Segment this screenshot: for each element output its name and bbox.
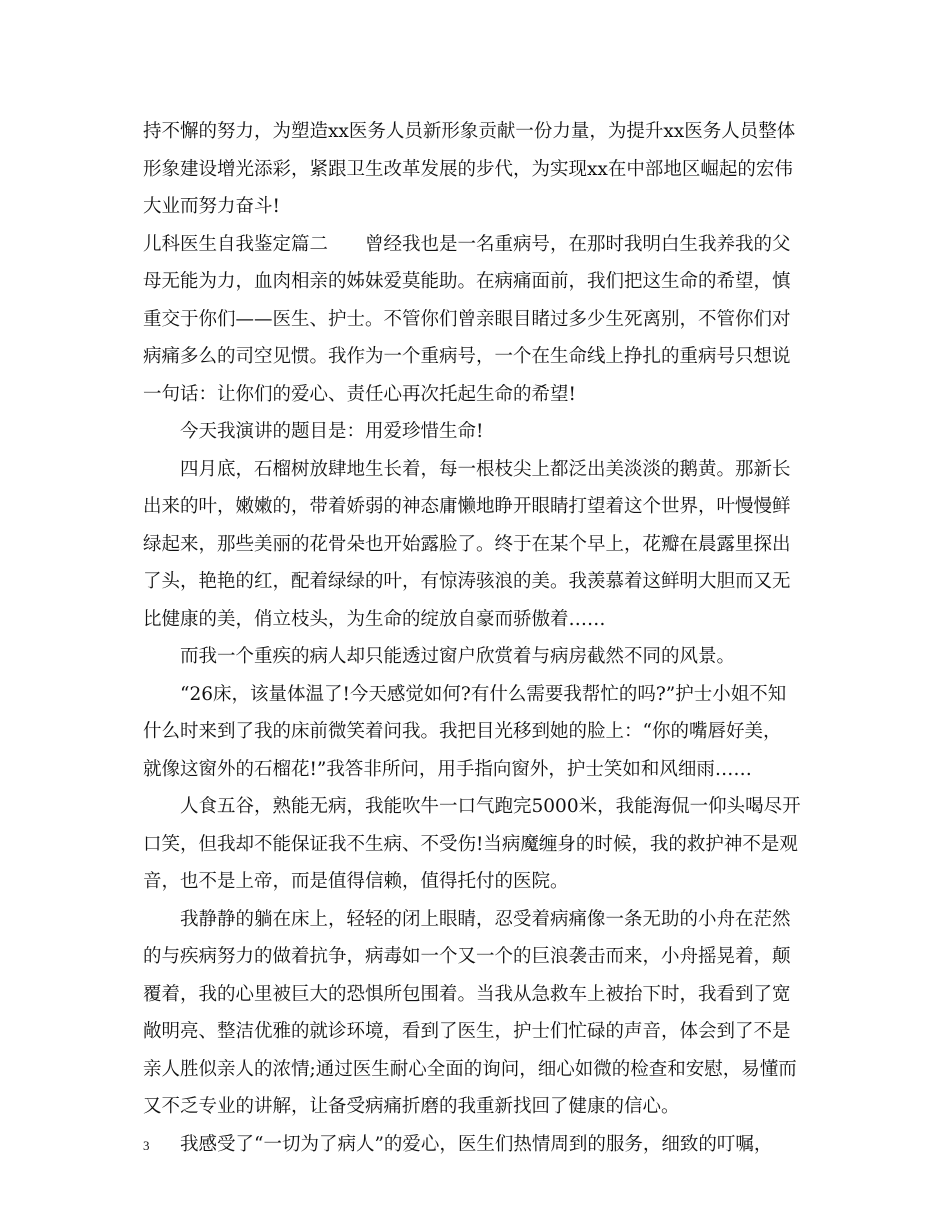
speech-title-line: 今天我演讲的题目是：用爱珍惜生命!: [180, 421, 484, 442]
text-line: 而我一个重疾的病人却只能透过窗户欣赏着与病房截然不同的风景。: [180, 646, 736, 667]
text-line: 覆着，我的心里被巨大的恐惧所包围着。当我从急救车上被抬下时，我看到了宽: [143, 983, 791, 1005]
text-line: 病痛多么的司空见惯。我作为一个重病号，一个在生命线上挣扎的重病号只想说: [143, 346, 791, 367]
text-line: 就像这窗外的石榴花!”我答非所问，用手指向窗外，护士笑如和风细雨……: [143, 758, 752, 780]
document-body: [143, 113, 811, 1163]
section-heading-line: 儿科医生自我鉴定篇二 曾经我也是一名重病号，在那时我明白生我养我的父: [143, 233, 791, 255]
text-line: 一句话：让你们的爱心、责任心再次托起生命的希望!: [143, 383, 576, 405]
text-line: 持不懈的努力，为塑造xx医务人员新形象贡献一份力量，为提升xx医务人员整体: [143, 121, 796, 142]
text-line: “26床，该量体温了!今天感觉如何?有什么需要我帮忙的吗?”护士小姐不知: [180, 683, 787, 705]
page-number: 3: [143, 1138, 150, 1153]
text-line: 我感受了“一切为了病人”的爱心，医生们热情周到的服务，细致的叮嘱，: [180, 1133, 773, 1155]
text-line: 又不乏专业的讲解，让备受病痛折磨的我重新找回了健康的信心。: [143, 1096, 680, 1117]
text-line: 四月底，石榴树放肆地生长着，每一根枝尖上都泛出美淡淡的鹅黄。那新长: [180, 458, 791, 480]
text-line: 绿起来，那些美丽的花骨朵也开始露脸了。终于在某个早上，花瓣在晨露里探出: [143, 533, 791, 555]
text-line: 出来的叶，嫩嫩的，带着娇弱的神态庸懒地睁开眼睛打望着这个世界，叶慢慢鲜: [143, 496, 791, 517]
text-line: 音，也不是上帝，而是值得信赖，值得托付的医院。: [143, 871, 569, 892]
text-line: 口笑，但我却不能保证我不生病、不受伤!当病魔缠身的时候，我的救护神不是观: [143, 833, 798, 855]
text-line: 比健康的美，俏立枝头，为生命的绽放自豪而骄傲着……: [143, 608, 606, 630]
text-line: 我静静的躺在床上，轻轻的闭上眼睛，忍受着病痛像一条无助的小舟在茫然: [180, 908, 791, 930]
text-line: 什么时来到了我的床前微笑着问我。我把目光移到她的脸上：“你的嘴唇好美，: [143, 721, 782, 742]
text-line: 了头，艳艳的红，配着绿绿的叶，有惊涛骇浪的美。我羡慕着这鲜明大胆而又无: [143, 571, 791, 592]
text-line: 的与疾病努力的做着抗争，病毒如一个又一个的巨浪袭击而来，小舟摇晃着，颠: [143, 946, 791, 967]
text-line: 亲人胜似亲人的浓情;通过医生耐心全面的询问，细心如微的检查和安慰，易懂而: [143, 1058, 797, 1080]
text-line: 母无能为力，血肉相亲的姊妹爱莫能助。在病痛面前，我们把这生命的希望，慎: [143, 271, 791, 292]
text-line: 敞明亮、整洁优雅的就诊环境，看到了医生，护士们忙碌的声音，体会到了不是: [143, 1021, 791, 1042]
text-line: 重交于你们——医生、护士。不管你们曾亲眼目睹过多少生死离别，不管你们对: [143, 308, 791, 330]
text-line: 人食五谷，熟能无病，我能吹牛一口气跑完5000米，我能海侃一仰头喝尽开: [180, 796, 801, 817]
text-line: 形象建设增光添彩，紧跟卫生改革发展的步代，为实现xx在中部地区崛起的宏伟: [143, 158, 793, 180]
text-line: 大业而努力奋斗!: [143, 196, 280, 217]
